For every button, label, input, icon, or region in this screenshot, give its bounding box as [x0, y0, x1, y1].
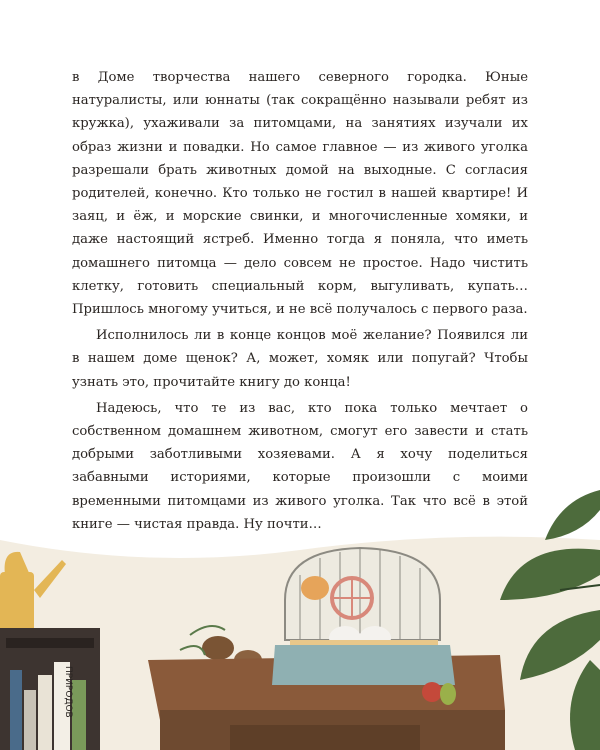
- body-text: [72, 66, 528, 539]
- bookshelf: [0, 628, 100, 750]
- book-spine-label: ПРИРОДОВ: [63, 666, 73, 718]
- illustration-hamster-cage: [0, 480, 600, 750]
- paragraph-3: Надеюсь, что те из вас, кто пока только мечтает о собственном домашнем животном, смогут его завести и стать добрыми заботливыми хозяевами. А я хочу поделиться забавными историями, которые произошли с моими временными питомцами из живого уголка. Так что всё в этой книге — чистая правда. Ну почти…: [72, 400, 528, 532]
- paragraph-1: в Доме творчества нашего северного городка. Юные натуралисты, или юннаты (так сокращённо называли ребят из кружка), ухаживали за питомцами, на занятиях изучали их образ жизни и повадки. Но самое главное — из живого уголка разрешали брать животных домой на выходные. С согласия родителей, конечно. Кто только не гостил в нашей квартире! И заяц, и ёж, и морские свинки, и многочисленные хомяки, и даже настоящий ястреб. Именно тогда я поняла, что иметь домашнего питомца — дело совсем не простое. Надо чистить клетку, готовить специальный корм, выгуливать, купать… Пришлось многому учиться, и не всё получалось с первого раза.: [72, 70, 528, 318]
- hamster-cage: [272, 548, 455, 685]
- paragraph-2: Исполнилось ли в конце концов моё желание? Появился ли в нашем доме щенок? А, может, хомяк или попугай? Чтобы узнать это, прочитайте книгу до конца!: [72, 328, 528, 390]
